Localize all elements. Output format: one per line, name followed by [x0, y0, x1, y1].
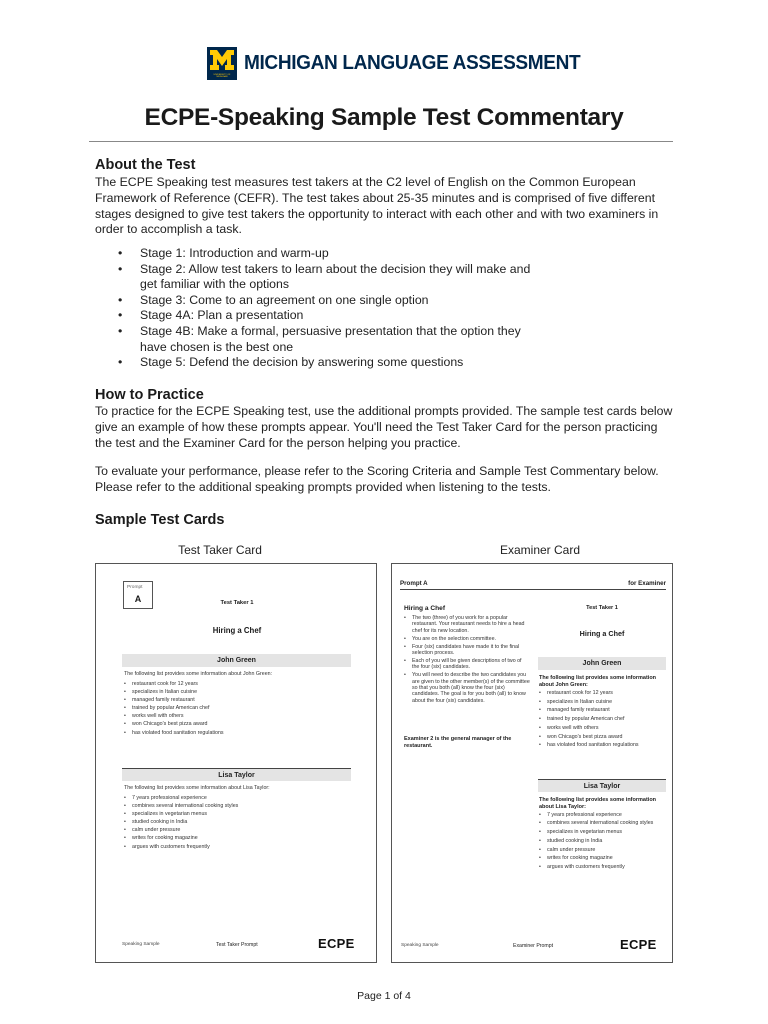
list-item: • You are on the selection committee. [404, 636, 530, 642]
examiner-role-label: Test Taker 1 [586, 605, 618, 611]
list-item: • Stage 4A: Plan a presentation [118, 308, 658, 324]
examiner-footer-left: Speaking Sample [401, 943, 439, 948]
list-item: • has violated food sanitation regulations [539, 741, 667, 750]
examiner-candidate-1-header: John Green [538, 657, 666, 670]
examiner-for-label: for Examiner [628, 580, 666, 587]
page-title: ECPE-Speaking Sample Test Commentary [144, 104, 624, 131]
page-number: Page 1 of 4 [357, 990, 411, 1002]
logo-text: MICHIGAN LANGUAGE ASSESSMENT [244, 51, 581, 74]
list-item: • argues with customers frequently [124, 843, 350, 851]
practice-paragraph-1: To practice for the ECPE Speaking test, use the additional prompts provided. The sample test cards below give an example of how these prompts appear. You'll need the Test Taker Card for the person practicing the test and the Examiner Card for the person helping you practice. [95, 404, 673, 450]
list-item: • Stage 3: Come to an agreement on one single option [118, 293, 658, 309]
examiner-candidate-2-list [539, 811, 667, 872]
michigan-logo [207, 46, 606, 80]
list-item: • calm under pressure [539, 846, 667, 855]
examiner-candidate-2-header: Lisa Taylor [538, 779, 666, 792]
list-item: • 7 years professional experience [539, 811, 667, 820]
list-item: • writes for cooking magazine [539, 854, 667, 863]
list-item: • writes for cooking magazine [124, 834, 350, 842]
test-taker-card [95, 563, 377, 963]
about-heading: About the Test [95, 157, 196, 173]
examiner-candidate-2-intro: The following list provides some information about Lisa Taylor: [539, 797, 657, 810]
list-item: • trained by popular American chef [124, 704, 350, 712]
examiner-prompt-label: Prompt A [400, 580, 428, 587]
list-item: • restaurant cook for 12 years [124, 680, 350, 688]
list-item: • The two (three) of you work for a popular restaurant. Your restaurant needs to hire a head chef for its new location. [404, 615, 530, 634]
practice-paragraph-2: To evaluate your performance, please refer to the Scoring Criteria and Sample Test Commentary below. Please refer to the additional speaking prompts provided when listening to the tests. [95, 464, 659, 494]
examiner-note: Examiner 2 is the general manager of the restaurant. [404, 736, 512, 749]
list-item: • 7 years professional experience [124, 794, 350, 802]
list-item: • managed family restaurant [124, 696, 350, 704]
list-item: • combines several international cooking styles [539, 820, 667, 827]
list-item: • studied cooking in India [124, 818, 350, 826]
list-item: • specializes in vegetarian menus [124, 810, 350, 818]
list-item: • Stage 2: Allow test takers to learn about the decision they will make and get familiar with the options [118, 262, 658, 293]
examiner-candidate-1-intro: The following list provides some information about John Green: [539, 675, 657, 688]
cards-heading: Sample Test Cards [95, 512, 225, 528]
prompt-label: Prompt [127, 585, 143, 590]
examiner-card-header [400, 580, 666, 590]
list-item: • managed family restaurant [539, 706, 667, 715]
list-item: • You will need to describe the two candidates you are given to the other member(s) of the committee so that you both (all) know the four (six) candidates. The goal is for you both (all) to know about the four (six) candidates. [404, 672, 530, 704]
candidate-2-intro: The following list provides some information about Lisa Taylor: [124, 785, 270, 791]
role-label: Test Taker 1 [220, 600, 254, 606]
prompt-box [123, 581, 153, 609]
examiner-card [391, 563, 673, 963]
list-item: • Each of you will be given descriptions of two of the four (six) candidates. [404, 658, 530, 671]
card-footer-left: Speaking Sample [122, 942, 160, 947]
list-item: • specializes in Italian cuisine [539, 698, 667, 707]
list-item: • argues with customers frequently [539, 863, 667, 872]
task-title: Hiring a Chef [212, 626, 262, 635]
list-item: • specializes in vegetarian menus [539, 828, 667, 837]
candidate-2-list [124, 794, 350, 851]
block-m-icon [207, 47, 237, 80]
stage-list [118, 246, 658, 371]
list-item: • studied cooking in India [539, 837, 667, 846]
card-footer-mid: Test Taker Prompt [216, 942, 258, 948]
list-item: • specializes in Italian cuisine [124, 688, 350, 696]
candidate-1-list [124, 680, 350, 737]
examiner-footer-mid: Examiner Prompt [513, 943, 554, 949]
list-item: • won Chicago's best pizza award [124, 720, 350, 728]
examiner-candidate-1-list [539, 689, 667, 750]
list-item: • Stage 4B: Make a formal, persuasive presentation that the option they have chosen is the best one [118, 324, 658, 355]
examiner-card-title: Hiring a Chef [579, 629, 625, 638]
list-item: • combines several international cooking styles [124, 802, 350, 810]
list-item: • calm under pressure [124, 826, 350, 834]
examiner-card-caption: Examiner Card [499, 543, 581, 557]
list-item: • works well with others [539, 724, 667, 733]
taker-card-caption: Test Taker Card [178, 543, 262, 557]
practice-heading: How to Practice [95, 387, 204, 403]
list-item: • Stage 5: Defend the decision by answering some questions [118, 355, 658, 371]
list-item: • Four (six) candidates have made it to the final selection process. [404, 644, 530, 657]
candidate-1-intro: The following list provides some information about John Green: [124, 671, 273, 677]
candidate-2-header: Lisa Taylor [122, 768, 351, 781]
ecpe-logo: ECPE [318, 936, 355, 951]
logo-subtext: UNIVERSITY OF MICHIGAN [213, 73, 231, 78]
about-paragraph: The ECPE Speaking test measures test takers at the C2 level of English on the Common European Framework of Reference (CEFR). The test takes about 25-35 minutes and is comprised of five different stages designed to give test takers the opportunity to interact with each other and with two examiners in order to accomplish a task. [95, 175, 659, 237]
examiner-ecpe-logo: ECPE [620, 937, 657, 952]
examiner-task-title: Hiring a Chef [404, 605, 446, 612]
list-item: • trained by popular American chef [539, 715, 667, 724]
list-item: • Stage 1: Introduction and warm-up [118, 246, 658, 262]
title-divider [89, 141, 673, 142]
list-item: • restaurant cook for 12 years [539, 689, 667, 698]
list-item: • has violated food sanitation regulations [124, 729, 350, 737]
candidate-1-header: John Green [122, 654, 351, 667]
prompt-letter: A [134, 594, 142, 604]
list-item: • won Chicago's best pizza award [539, 733, 667, 742]
list-item: • works well with others [124, 712, 350, 720]
examiner-task-list [404, 615, 530, 706]
